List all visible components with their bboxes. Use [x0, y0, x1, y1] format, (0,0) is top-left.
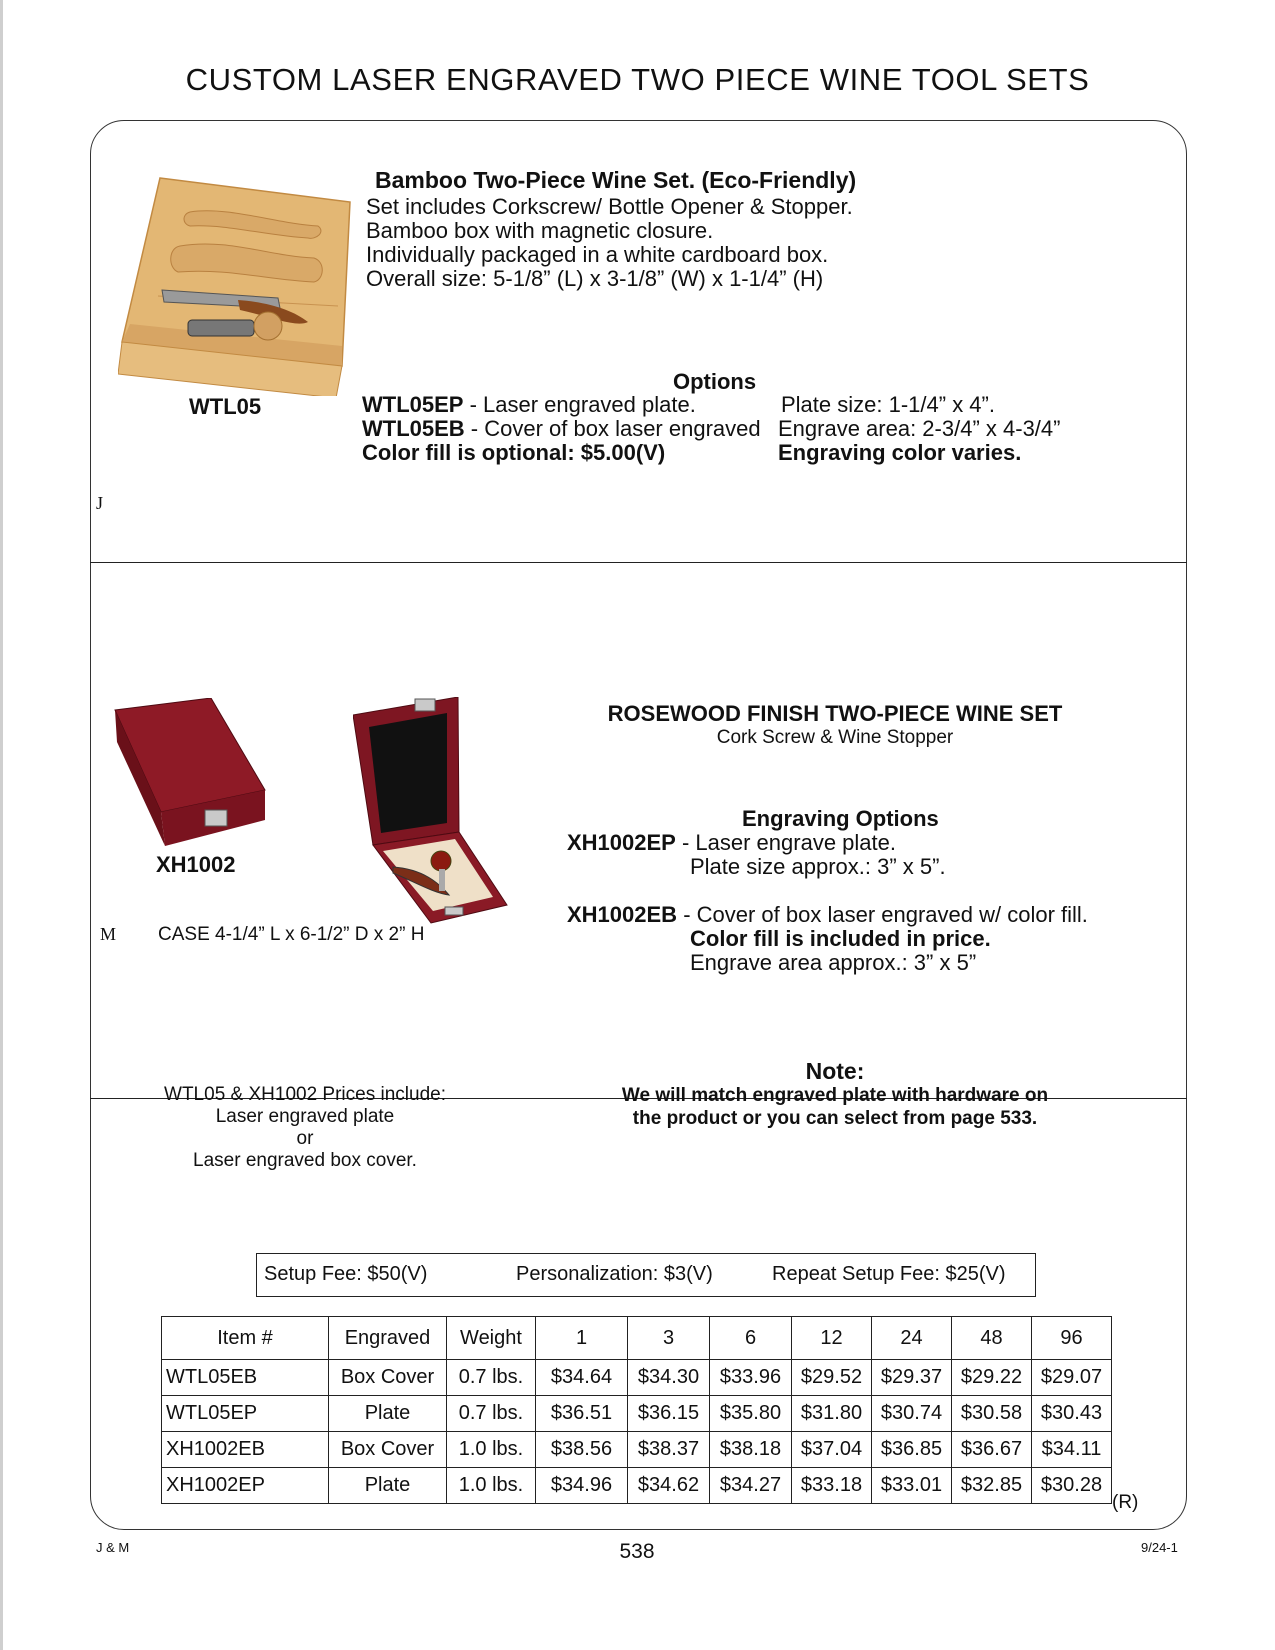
table-cell: $34.96: [536, 1468, 628, 1504]
table-cell: $36.15: [628, 1396, 710, 1432]
table-cell: $34.11: [1032, 1432, 1112, 1468]
prices-include-line: Laser engraved box cover.: [193, 1150, 417, 1171]
note-line: We will match engraved plate with hardware on: [621, 1085, 1049, 1106]
column-header: 96: [1032, 1317, 1112, 1360]
prices-include-line: or: [296, 1128, 314, 1149]
table-cell: WTL05EB: [162, 1360, 329, 1396]
bamboo-line: Individually packaged in a white cardboard box.: [366, 242, 829, 267]
table-row: [162, 1396, 1112, 1432]
color-fill-included: Color fill is included in price.: [690, 926, 991, 951]
option-xh1002eb: [567, 902, 1088, 927]
rosewood-subheading: Cork Screw & Wine Stopper: [716, 727, 954, 748]
page-number: 538: [619, 1540, 655, 1563]
engraving-options-title: Engraving Options: [742, 806, 939, 831]
table-cell: $31.80: [792, 1396, 872, 1432]
table-cell: 0.7 lbs.: [447, 1396, 536, 1432]
table-row: [162, 1432, 1112, 1468]
page-title: CUSTOM LASER ENGRAVED TWO PIECE WINE TOOL SETS: [185, 62, 1090, 97]
case-size: CASE 4-1/4” L x 6-1/2” D x 2” H: [158, 924, 425, 945]
table-cell: WTL05EP: [162, 1396, 329, 1432]
table-cell: $29.22: [952, 1360, 1032, 1396]
bamboo-wine-set-image: [118, 176, 353, 396]
table-row: [162, 1468, 1112, 1504]
table-cell: $34.62: [628, 1468, 710, 1504]
table-row: [162, 1360, 1112, 1396]
item-code-xh1002: XH1002: [156, 852, 236, 877]
prices-include-line: Laser engraved plate: [215, 1106, 395, 1127]
table-cell: XH1002EB: [162, 1432, 329, 1468]
plate-size-approx: Plate size approx.: 3” x 5”.: [690, 854, 946, 879]
table-cell: $38.18: [710, 1432, 792, 1468]
personalization-fee: Personalization: $3(V): [516, 1263, 713, 1285]
option-code: WTL05EB: [362, 416, 465, 441]
option-xh1002ep: [567, 830, 896, 855]
bamboo-line: Bamboo box with magnetic closure.: [366, 218, 714, 243]
note-line: the product or you can select from page 533.: [632, 1108, 1038, 1129]
table-cell: $36.85: [872, 1432, 952, 1468]
bamboo-line: Overall size: 5-1/8” (L) x 3-1/8” (W) x 1-1/4” (H): [366, 266, 824, 291]
table-cell: $32.85: [952, 1468, 1032, 1504]
table-header-row: [162, 1317, 1112, 1360]
rosewood-heading: ROSEWOOD FINISH TWO-PIECE WINE SET: [607, 701, 1063, 726]
page-edge: [0, 0, 3, 1650]
table-cell: 1.0 lbs.: [447, 1468, 536, 1504]
table-cell: $30.28: [1032, 1468, 1112, 1504]
table-cell: $36.51: [536, 1396, 628, 1432]
column-header: Weight: [447, 1317, 536, 1360]
table-cell: $37.04: [792, 1432, 872, 1468]
column-header: 12: [792, 1317, 872, 1360]
column-header: 1: [536, 1317, 628, 1360]
prices-include-line: WTL05 & XH1002 Prices include:: [164, 1084, 446, 1105]
price-table: [161, 1316, 1112, 1504]
footer-date: 9/24-1: [1141, 1540, 1178, 1555]
rosewood-open-box-image: [353, 697, 508, 927]
option-text: - Laser engrave plate.: [675, 830, 896, 855]
table-cell: Plate: [329, 1468, 447, 1504]
table-cell: $34.27: [710, 1468, 792, 1504]
rosewood-closed-box-image: [113, 698, 268, 853]
options-title: Options: [673, 369, 757, 394]
table-cell: $38.56: [536, 1432, 628, 1468]
setup-fee: Setup Fee: $50(V): [264, 1263, 428, 1285]
bamboo-line: Set includes Corkscrew/ Bottle Opener & Stopper.: [366, 194, 853, 219]
table-cell: $36.67: [952, 1432, 1032, 1468]
column-header: Item #: [162, 1317, 329, 1360]
column-header: 6: [710, 1317, 792, 1360]
table-cell: $30.43: [1032, 1396, 1112, 1432]
engrave-color-note: Engraving color varies.: [778, 440, 1022, 465]
table-cell: $30.74: [872, 1396, 952, 1432]
engrave-area: Engrave area: 2-3/4” x 4-3/4”: [778, 416, 1061, 441]
option-text: - Cover of box laser engraved w/ color fill.: [677, 902, 1088, 927]
column-header: 48: [952, 1317, 1032, 1360]
section-divider-1: [90, 562, 1187, 563]
table-cell: XH1002EP: [162, 1468, 329, 1504]
note-title: Note:: [805, 1058, 865, 1084]
table-cell: 0.7 lbs.: [447, 1360, 536, 1396]
fees-box: [256, 1253, 1036, 1297]
table-cell: 1.0 lbs.: [447, 1432, 536, 1468]
table-cell: $29.07: [1032, 1360, 1112, 1396]
color-fill-note: Color fill is optional: $5.00(V): [362, 440, 666, 465]
option-text: - Cover of box laser engraved: [464, 416, 761, 441]
table-cell: $35.80: [710, 1396, 792, 1432]
prices-include: [130, 1084, 480, 1172]
option-text: - Laser engraved plate.: [463, 392, 696, 417]
option-code: XH1002EB: [567, 902, 678, 927]
footer-supplier: J & M: [96, 1540, 130, 1555]
item-code-wtl05: WTL05: [189, 394, 262, 419]
table-cell: Plate: [329, 1396, 447, 1432]
option-code: WTL05EP: [362, 392, 464, 417]
table-cell: $38.37: [628, 1432, 710, 1468]
revision-marker: (R): [1112, 1492, 1139, 1513]
table-cell: $34.30: [628, 1360, 710, 1396]
repeat-setup-fee: Repeat Setup Fee: $25(V): [772, 1263, 1006, 1285]
table-cell: $29.52: [792, 1360, 872, 1396]
option-wtl05eb: [362, 416, 761, 441]
bamboo-heading: Bamboo Two-Piece Wine Set. (Eco-Friendly): [375, 167, 857, 193]
table-cell: $30.58: [952, 1396, 1032, 1432]
table-cell: $33.01: [872, 1468, 952, 1504]
option-wtl05ep: [362, 392, 696, 417]
note-body: [590, 1084, 1080, 1130]
option-code: XH1002EP: [567, 830, 676, 855]
table-cell: $33.18: [792, 1468, 872, 1504]
supplier-mark-j: J: [96, 493, 104, 513]
engrave-area-approx: Engrave area approx.: 3” x 5”: [690, 950, 977, 975]
plate-size: Plate size: 1-1/4” x 4”.: [781, 392, 995, 417]
column-header: 24: [872, 1317, 952, 1360]
table-cell: $33.96: [710, 1360, 792, 1396]
table-cell: $29.37: [872, 1360, 952, 1396]
column-header: Engraved: [329, 1317, 447, 1360]
column-header: 3: [628, 1317, 710, 1360]
table-cell: Box Cover: [329, 1360, 447, 1396]
table-cell: Box Cover: [329, 1432, 447, 1468]
supplier-mark-m: M: [100, 924, 117, 944]
table-cell: $34.64: [536, 1360, 628, 1396]
